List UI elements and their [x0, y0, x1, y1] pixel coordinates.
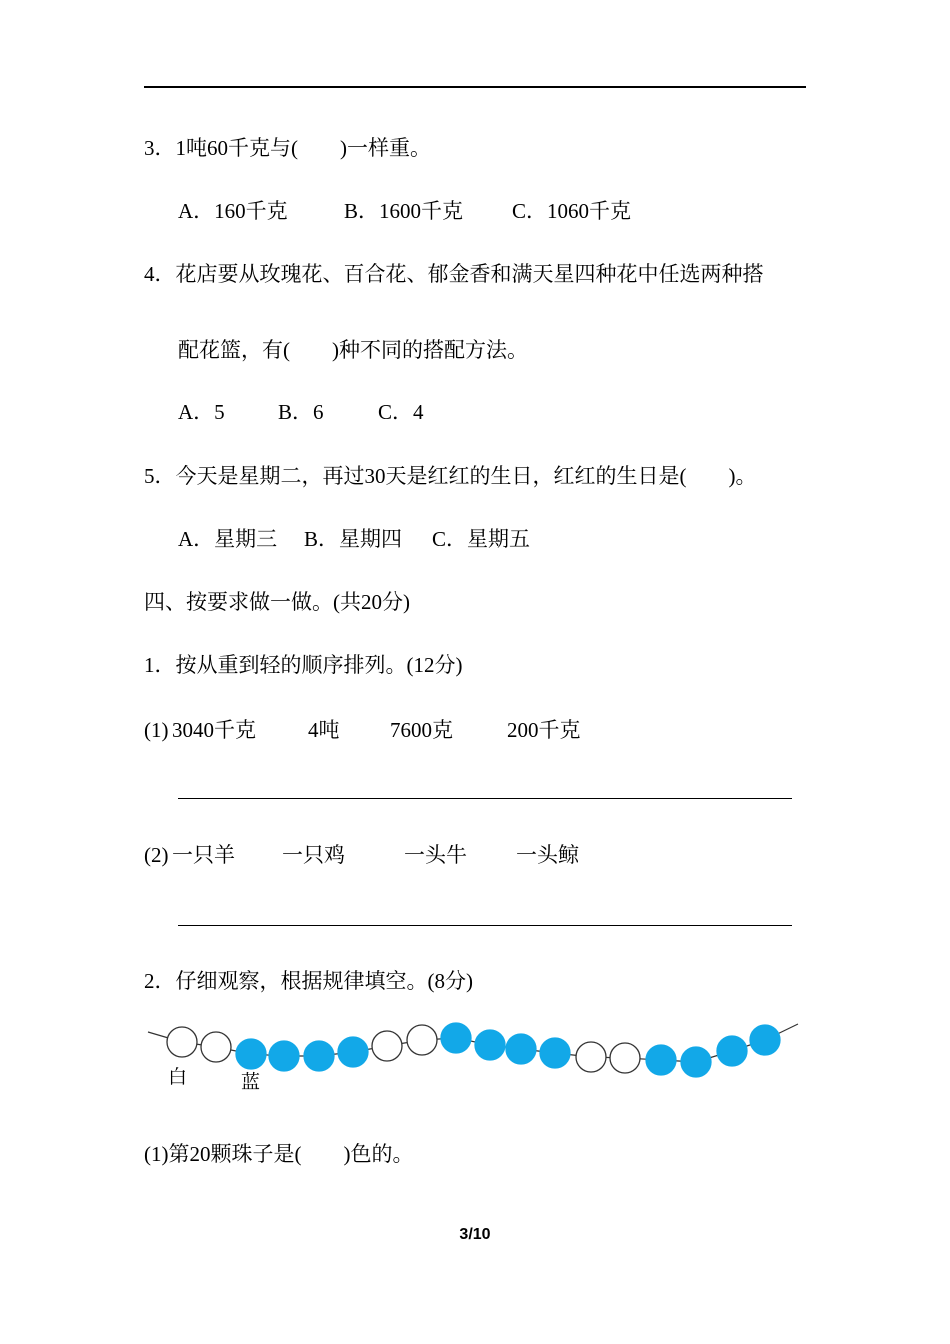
page-number: 3/10 — [459, 1226, 491, 1243]
bead-blue — [681, 1047, 711, 1077]
bead-blue — [441, 1023, 471, 1053]
bead-white — [372, 1031, 402, 1061]
bead-white — [610, 1043, 640, 1073]
q4-option-a: A．5 — [178, 400, 225, 424]
bead-blue — [540, 1038, 570, 1068]
section4-title: 四、按要求做一做。(共20分) — [144, 590, 410, 614]
q4-option-c: C．4 — [378, 400, 424, 424]
q4-stem-line2: 配花篮，有( )种不同的搭配方法。 — [178, 338, 528, 362]
bead-label-blue: 蓝 — [241, 1072, 261, 1093]
p1a-item: 7600克 — [390, 718, 453, 742]
p1b-item: 一头牛 — [404, 843, 467, 867]
bead-white — [201, 1032, 231, 1062]
q5-option-a: A．星期三 — [178, 527, 278, 551]
bead-blue — [646, 1045, 676, 1075]
bead-blue — [475, 1030, 505, 1060]
bead-blue — [304, 1041, 334, 1071]
q4-stem-line1: 4．花店要从玫瑰花、百合花、郁金香和满天星四种花中任选两种搭 — [144, 262, 764, 286]
q3-option-b: B．1600千克 — [344, 199, 464, 223]
bead-blue — [338, 1037, 368, 1067]
p1-title: 1．按从重到轻的顺序排列。(12分) — [144, 653, 463, 677]
p1a-prefix: (1) — [144, 718, 169, 742]
bead-group — [148, 1023, 798, 1077]
q4-option-b: B．6 — [278, 400, 324, 424]
bead-blue — [717, 1036, 747, 1066]
p1b-item: 一只羊 — [172, 843, 235, 867]
q3-option-a: A．160千克 — [178, 199, 288, 223]
bead-blue — [506, 1034, 536, 1064]
q5-stem: 5．今天是星期二，再过30天是红红的生日，红红的生日是( )。 — [144, 464, 757, 488]
p2-title: 2．仔细观察，根据规律填空。(8分) — [144, 969, 473, 993]
p1a-item: 3040千克 — [172, 718, 256, 742]
answer-line-2[interactable] — [178, 925, 792, 926]
q3-option-c: C．1060千克 — [512, 199, 632, 223]
p1a-item: 4吨 — [308, 718, 340, 742]
bead-blue — [269, 1041, 299, 1071]
p1b-item: 一只鸡 — [282, 843, 345, 867]
bead-white — [576, 1042, 606, 1072]
header-rule — [144, 86, 806, 88]
q3-stem: 3．1吨60千克与( )一样重。 — [144, 136, 431, 160]
p1a-item: 200千克 — [507, 718, 581, 742]
bead-blue — [236, 1039, 266, 1069]
bead-white — [407, 1025, 437, 1055]
answer-line-1[interactable] — [178, 798, 792, 799]
p1b-prefix: (2) — [144, 843, 169, 867]
bead-white — [167, 1027, 197, 1057]
q5-option-b: B．星期四 — [304, 527, 403, 551]
bead-blue — [750, 1025, 780, 1055]
p1b-item: 一头鲸 — [516, 843, 579, 867]
p2a-question: (1)第20颗珠子是( )色的。 — [144, 1142, 414, 1166]
q5-option-c: C．星期五 — [432, 527, 531, 551]
bead-label-white: 白 — [168, 1067, 188, 1088]
